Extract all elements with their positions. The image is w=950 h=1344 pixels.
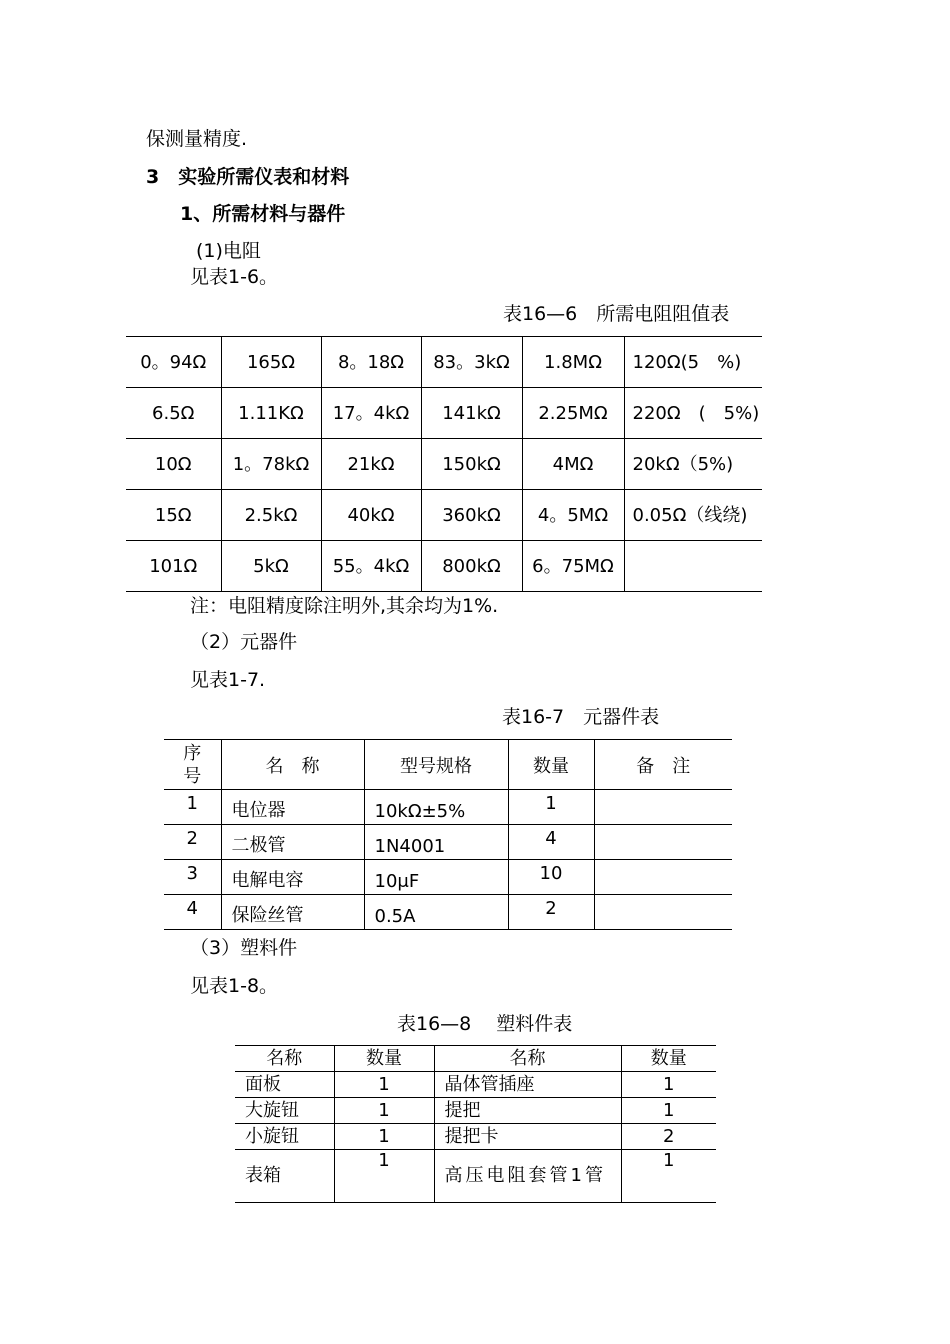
table-cell [594, 825, 732, 860]
table-row [126, 490, 762, 541]
table-cell: 1 [621, 1098, 716, 1124]
item-resistor-heading: (1)电阻 [196, 240, 261, 262]
table-row [235, 1124, 716, 1150]
table-cell: 电位器 [221, 790, 364, 825]
table-row [164, 790, 732, 825]
table-cell: 4。5MΩ [522, 490, 624, 541]
table-cell: 1 [621, 1072, 716, 1098]
table-cell: 8。18Ω [321, 337, 421, 388]
table-cell: 1 [508, 790, 594, 825]
table-cell: 120Ω(5 %) [624, 337, 762, 388]
section-heading: 3 实验所需仪表和材料 [146, 166, 350, 188]
table-cell: 21kΩ [321, 439, 421, 490]
table-cell: 2.25MΩ [522, 388, 624, 439]
table-row [235, 1098, 716, 1124]
table-cell: 5kΩ [221, 541, 321, 592]
header-cell: 数量 [334, 1046, 434, 1072]
table-cell: 晶体管插座 [434, 1072, 621, 1098]
table-cell: 1 [621, 1150, 716, 1203]
table-cell: 2 [508, 895, 594, 930]
table-cell: 4 [164, 895, 221, 930]
table-cell: 10μF [364, 860, 508, 895]
table-cell: 141kΩ [421, 388, 522, 439]
table-row [164, 895, 732, 930]
table-cell: 10Ω [126, 439, 221, 490]
header-cell: 备 注 [594, 740, 732, 790]
table-cell: 20kΩ（5%) [624, 439, 762, 490]
header-cell: 数量 [508, 740, 594, 790]
table-cell: 0.05Ω（线绕) [624, 490, 762, 541]
table-cell: 小旋钮 [235, 1124, 334, 1150]
table8-caption: 表16—8 塑料件表 [397, 1013, 573, 1035]
header-cell: 数量 [621, 1046, 716, 1072]
table-cell: 0。94Ω [126, 337, 221, 388]
table-cell: 提把 [434, 1098, 621, 1124]
table-row [235, 1072, 716, 1098]
header-cell: 名称 [434, 1046, 621, 1072]
table-cell: 提把卡 [434, 1124, 621, 1150]
table-cell: 2 [621, 1124, 716, 1150]
table-cell: 高压电阻套管1管 [434, 1150, 621, 1203]
table-cell: 6.5Ω [126, 388, 221, 439]
table-header-row [164, 740, 732, 790]
table-cell: 1。78kΩ [221, 439, 321, 490]
table-cell: 83。3kΩ [421, 337, 522, 388]
components-table [164, 739, 732, 930]
table-cell: 1 [334, 1072, 434, 1098]
table-cell: 6。75MΩ [522, 541, 624, 592]
plastic-parts-table [235, 1045, 716, 1203]
table-cell: 55。4kΩ [321, 541, 421, 592]
table-cell: 1 [164, 790, 221, 825]
table-cell: 15Ω [126, 490, 221, 541]
table-cell [624, 541, 762, 592]
table-cell: 2 [164, 825, 221, 860]
table-cell: 165Ω [221, 337, 321, 388]
table-row [126, 337, 762, 388]
table-cell: 800kΩ [421, 541, 522, 592]
table7-caption: 表16-7 元器件表 [502, 706, 660, 728]
table-cell: 1 [334, 1124, 434, 1150]
table-cell: 360kΩ [421, 490, 522, 541]
subsection-heading: 1、所需材料与器件 [180, 203, 346, 225]
table-cell: 1.11KΩ [221, 388, 321, 439]
table-cell: 3 [164, 860, 221, 895]
item-plastic-heading: （3）塑料件 [190, 937, 298, 959]
table-cell: 1 [334, 1150, 434, 1203]
table-cell: 电解电容 [221, 860, 364, 895]
table-cell: 二极管 [221, 825, 364, 860]
table-row [235, 1150, 716, 1203]
paragraph-tail: 保测量精度. [146, 128, 248, 150]
table-cell: 表箱 [235, 1150, 334, 1203]
see-table-8: 见表1-8。 [190, 975, 279, 997]
header-cell: 型号规格 [364, 740, 508, 790]
table-cell: 1 [334, 1098, 434, 1124]
table-cell [594, 895, 732, 930]
table-cell: 40kΩ [321, 490, 421, 541]
table6-caption: 表16—6 所需电阻阻值表 [503, 303, 730, 325]
header-cell: 序号 [164, 740, 221, 790]
table-cell [594, 790, 732, 825]
table-cell: 1N4001 [364, 825, 508, 860]
table-cell: 10 [508, 860, 594, 895]
header-cell: 名称 [235, 1046, 334, 1072]
table-row [126, 439, 762, 490]
table-cell: 220Ω ( 5%) [624, 388, 762, 439]
item-components-heading: （2）元器件 [190, 631, 298, 653]
table-cell: 10kΩ±5% [364, 790, 508, 825]
resistor-table [126, 336, 762, 592]
table-cell: 0.5A [364, 895, 508, 930]
table-cell: 4 [508, 825, 594, 860]
table-cell: 1.8MΩ [522, 337, 624, 388]
table-cell: 保险丝管 [221, 895, 364, 930]
table-cell: 4MΩ [522, 439, 624, 490]
table-row [164, 860, 732, 895]
table-cell: 101Ω [126, 541, 221, 592]
table-cell: 大旋钮 [235, 1098, 334, 1124]
table-row [126, 541, 762, 592]
table-header-row [235, 1046, 716, 1072]
table-row [126, 388, 762, 439]
table6-note: 注：电阻精度除注明外,其余均为1%. [190, 595, 499, 617]
table-cell: 17。4kΩ [321, 388, 421, 439]
see-table-7: 见表1-7. [190, 669, 266, 691]
table-cell [594, 860, 732, 895]
table-cell: 面板 [235, 1072, 334, 1098]
table-row [164, 825, 732, 860]
see-table-6: 见表1-6。 [190, 266, 279, 288]
table-cell: 2.5kΩ [221, 490, 321, 541]
header-cell: 名 称 [221, 740, 364, 790]
table-cell: 150kΩ [421, 439, 522, 490]
